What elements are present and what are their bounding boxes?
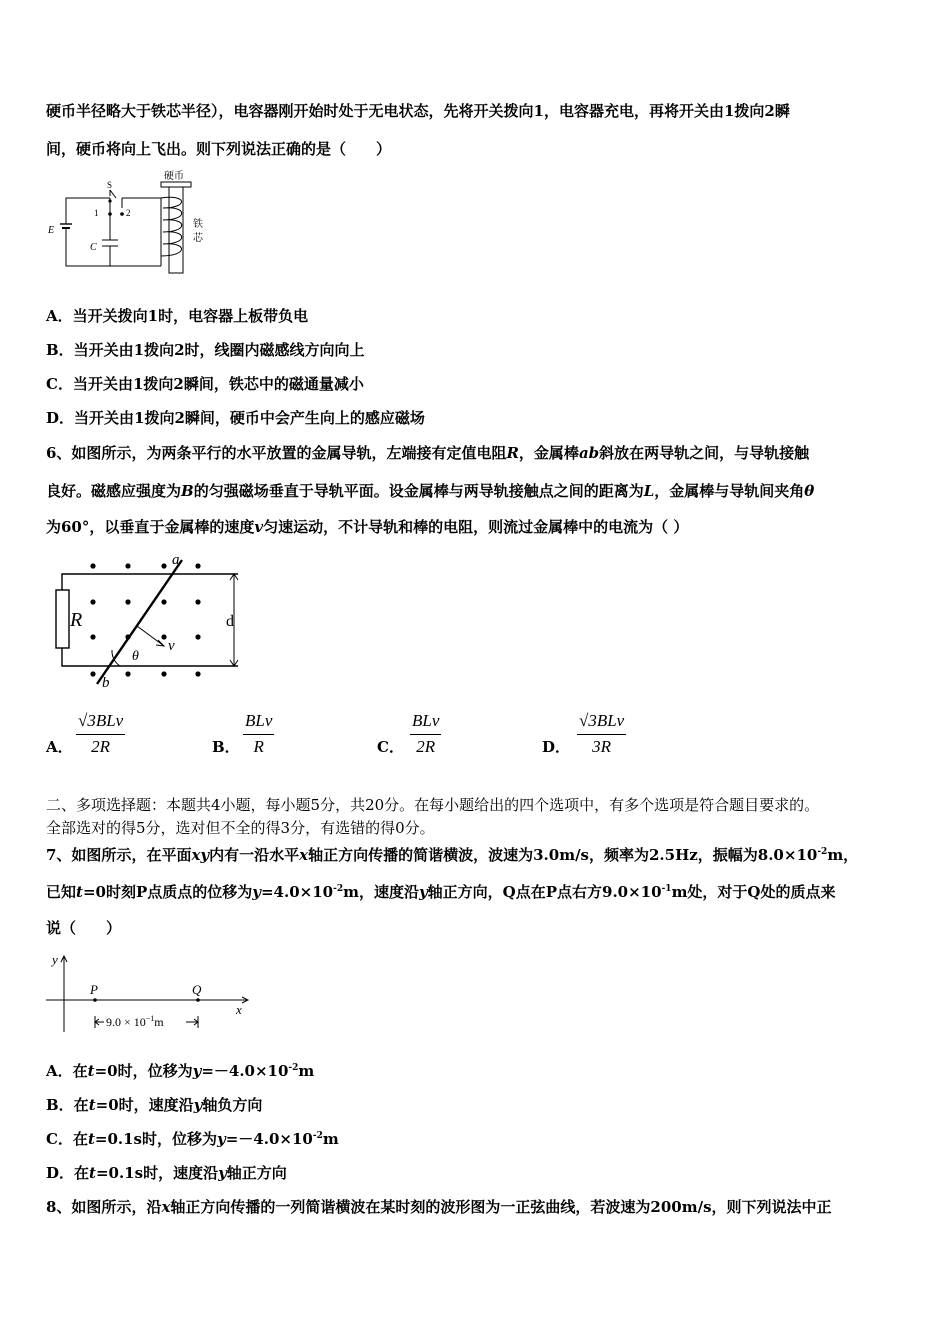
y-axis-label: y xyxy=(52,952,58,967)
q6-option-b-label: B． xyxy=(212,738,240,756)
q5-option-d: D．当开关由1拨向2瞬间，硬币中会产生向上的感应磁场 xyxy=(46,409,425,427)
q6-stem-line-3: 为60°，以垂直于金属棒的速度v匀速运动，不计导轨和棒的电阻，则流过金属棒中的电流为（ ） xyxy=(46,518,689,536)
section2-heading-line-1: 二、多项选择题：本题共4小题，每小题5分，共20分。在每小题给出的四个选项中，有多个选项是符合题目要求的。 xyxy=(46,796,820,814)
q5-stem-line-2: 间，硬币将向上飞出。则下列说法正确的是（ ） xyxy=(46,140,392,158)
q6-option-a-fraction: √3BLv 2R xyxy=(78,711,124,756)
core-label-2: 芯 xyxy=(193,233,203,244)
q6-rail-figure xyxy=(50,550,250,690)
q5-option-c: C．当开关由1拨向2瞬间，铁芯中的磁通量减小 xyxy=(46,375,364,393)
switch-pos-2: 2 xyxy=(126,208,131,218)
switch-label: S xyxy=(107,180,113,190)
q5-stem-line-1: 硬币半径略大于铁芯半径），电容器刚开始时处于无电状态，先将开关拨向1，电容器充电，再将开关由1拨向2瞬 xyxy=(46,102,790,120)
resistor-label: R xyxy=(70,609,83,631)
distance-label: d xyxy=(226,613,234,630)
x-axis-label: x xyxy=(236,1002,242,1017)
q7-option-b: B．在t=0时，速度沿y轴负方向 xyxy=(46,1096,263,1114)
q6-option-d-label: D． xyxy=(542,738,571,756)
rod-end-b: b xyxy=(102,675,110,690)
distance-annotation: $9.0 \times 10^{-1}m$ xyxy=(106,1014,164,1029)
q6-option-a-label: A． xyxy=(46,738,73,756)
capacitor-label: C xyxy=(90,242,97,253)
q7-axis-figure xyxy=(44,952,254,1034)
q6-option-c-label: C． xyxy=(377,738,404,756)
coin-label: 硬币 xyxy=(164,171,184,182)
q7-stem-line-2: 已知t=0时刻P点质点的位移为$y=4.0\times 10^{-2}m$，速度沿y轴正方向，Q点在P点右方$9.0\times 10^{-1}m$处，对于Q处的质点来 xyxy=(46,883,836,901)
q7-option-d: D．在t=0.1s时，速度沿y轴正方向 xyxy=(46,1164,287,1182)
velocity-label: v xyxy=(168,638,175,654)
q7-stem-line-3: 说（ ） xyxy=(46,919,122,937)
q5-option-b: B．当开关由1拨向2时，线圈内磁感线方向向上 xyxy=(46,341,365,359)
q6-option-b-fraction: BLv R xyxy=(245,711,273,756)
q7-option-c: C．在t=0.1s时，位移为$y=-4.0\times 10^{-2}m$ xyxy=(46,1130,339,1148)
angle-label: θ xyxy=(132,649,139,664)
q6-option-d-fraction: √3BLv 3R xyxy=(579,711,625,756)
q6-stem-line-2: 良好。磁感应强度为B的匀强磁场垂直于导轨平面。设金属棒与两导轨接触点之间的距离为L，金属棒与导轨间夹角θ xyxy=(46,482,815,500)
rod-end-a: a xyxy=(172,552,180,568)
switch-pos-1: 1 xyxy=(94,208,99,218)
q7-option-a: A．在t=0时，位移为$y=-4.0\times 10^{-2}m$ xyxy=(46,1062,315,1080)
q7-stem-line-1: 7、如图所示，在平面xy内有一沿水平x轴正方向传播的简谐横波，波速为3.0m/s，频率为2.5Hz，振幅为$8.0\times 10^{-2}m$， xyxy=(46,846,859,864)
q5-option-a: A．当开关拨向1时，电容器上板带负电 xyxy=(46,307,309,325)
q6-option-c-fraction: BLv 2R xyxy=(412,711,440,756)
point-q-label: Q xyxy=(192,982,202,997)
q5-circuit-figure xyxy=(44,168,224,280)
q6-stem-line-1: 6、如图所示，为两条平行的水平放置的金属导轨，左端接有定值电阻R，金属棒ab斜放在两导轨之间，与导轨接触 xyxy=(46,444,810,462)
core-label-1: 铁 xyxy=(193,219,203,230)
battery-label: E xyxy=(48,225,55,236)
point-p-label: P xyxy=(90,982,98,997)
section2-heading-line-2: 全部选对的得5分，选对但不全的得3分，有选错的得0分。 xyxy=(46,819,435,837)
q8-stem-line-1: 8、如图所示，沿x轴正方向传播的一列简谐横波在某时刻的波形图为一正弦曲线，若波速为200m/s，则下列说法中正 xyxy=(46,1198,832,1216)
